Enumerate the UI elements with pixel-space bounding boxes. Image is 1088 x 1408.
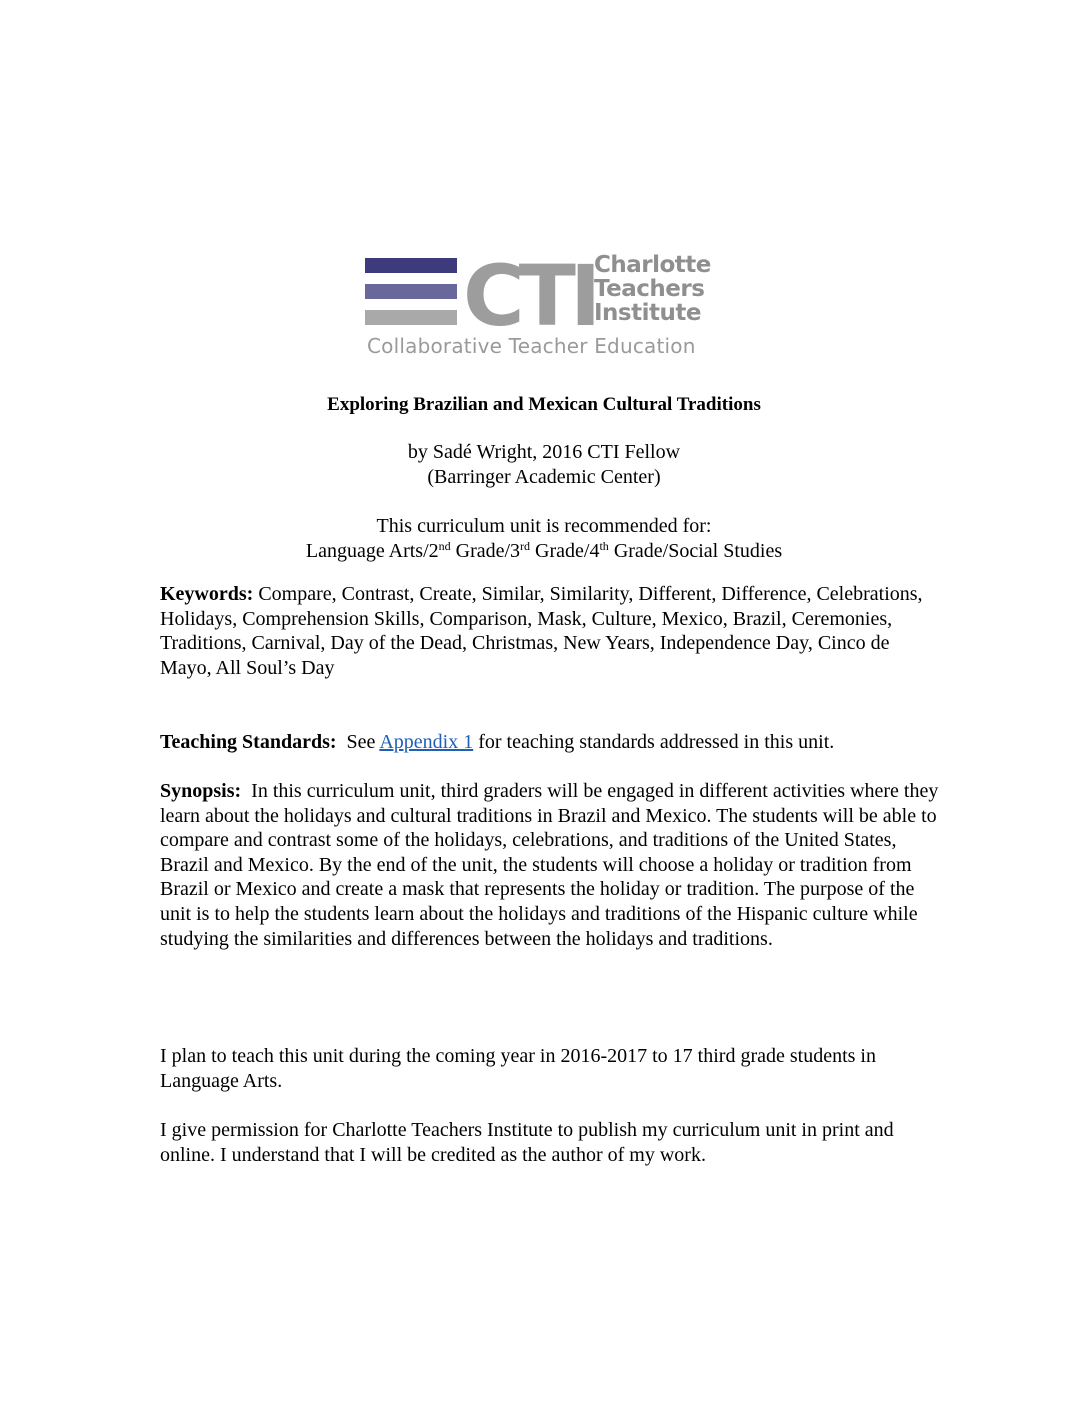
synopsis-paragraph xyxy=(160,779,944,951)
rec-part-1: Language Arts/2 xyxy=(305,540,439,562)
logo-name-line-3: Institute xyxy=(594,300,701,326)
logo-bar-dark xyxy=(365,258,457,273)
recommendation-block xyxy=(0,514,1088,564)
rec-part-3: Grade/4 xyxy=(530,540,600,562)
synopsis-text: In this curriculum unit, third graders will be engaged in different activities where they learn about the holidays and cultural traditions in Brazil and Mexico. The students will be able to compare and contrast some of the holidays, celebrations, and traditions of the United States, Brazil and Mexico. By the end of the unit, the students will choose a holiday or tradition from Brazil or Mexico and create a mask that represents the holiday or tradition. The purpose of the unit is to help the students learn about the holidays and traditions of the Hispanic culture while studying the similarities and differences between the holidays and traditions. xyxy=(160,780,944,950)
cti-logo xyxy=(365,250,725,360)
byline-block xyxy=(0,440,1088,490)
logo-bar-mid xyxy=(365,284,457,299)
logo-bar-light xyxy=(365,310,457,325)
keywords-label: Keywords: xyxy=(160,583,254,605)
logo-name-line-2: Teachers xyxy=(594,276,705,302)
standards-label: Teaching Standards: xyxy=(160,731,337,753)
keywords-paragraph xyxy=(160,582,940,680)
rec-part-2: Grade/3 xyxy=(450,540,521,562)
document-title: Exploring Brazilian and Mexican Cultural Traditions xyxy=(327,394,761,415)
cti-logo-graphic xyxy=(365,250,595,330)
logo-acronym: CTI xyxy=(463,250,595,330)
logo-name-line-1: Charlotte xyxy=(594,252,711,278)
permission-paragraph: I give permission for Charlotte Teachers Institute to publish my curriculum unit in print and online. I understand that I will be credited as the author of my work. xyxy=(160,1119,894,1166)
author-school: (Barringer Academic Center) xyxy=(427,466,661,488)
plan-paragraph: I plan to teach this unit during the coming year in 2016-2017 to 17 third grade students in Language Arts. xyxy=(160,1045,876,1092)
rec-part-4: Grade/Social Studies xyxy=(608,540,783,562)
logo-institute-name xyxy=(594,253,711,325)
logo-tagline: Collaborative Teacher Education xyxy=(367,334,696,358)
rec-sup-1: nd xyxy=(438,539,451,553)
recommended-intro: This curriculum unit is recommended for: xyxy=(376,515,712,537)
synopsis-label: Synopsis: xyxy=(160,780,242,802)
rec-sup-3: th xyxy=(599,539,609,553)
standards-paragraph xyxy=(160,730,940,755)
keywords-text: Compare, Contrast, Create, Similar, Similarity, Different, Difference, Celebrations, Holidays, Comprehension Skills, Comparison, Mask, Culture, Mexico, Brazil, Ceremonies, Traditions, Carnival, Day of the Dead, Christmas, New Years, Independence Day, Cinco de Mayo, All Soul’s Day xyxy=(160,583,923,679)
recommended-grades xyxy=(0,539,1088,564)
standards-before-link: See xyxy=(336,731,380,753)
standards-after-link: for teaching standards addressed in this unit. xyxy=(473,731,835,753)
author-byline: by Sadé Wright, 2016 CTI Fellow xyxy=(407,441,681,463)
rec-sup-2: rd xyxy=(520,539,531,553)
appendix-1-link[interactable]: Appendix 1 xyxy=(379,731,474,753)
